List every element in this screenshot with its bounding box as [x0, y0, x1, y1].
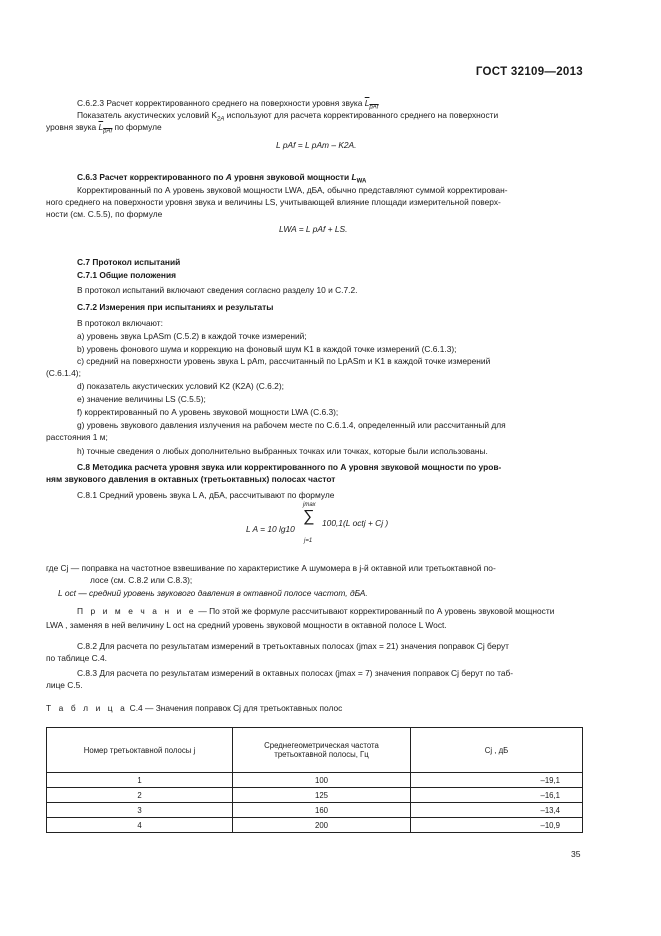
c623-text: С.6.2.3 Расчет корректированного среднего на поверхности уровня звука — [77, 98, 365, 108]
c8-heading-line1: С.8 Методика расчета уровня звука или корректированного по А уровня звуковой мощности по уров- — [77, 462, 502, 472]
c82-line2: по таблице С.4. — [46, 653, 107, 663]
c623-line1 — [77, 98, 378, 109]
col-header-band: Номер третьоктавной полосы j — [47, 728, 233, 773]
c72-intro: В протокол включают: — [77, 318, 163, 328]
list-item: b) уровень фонового шума и коррекцию на фоновый шум K1 в каждой точке измерений (С.6.1.3); — [77, 344, 457, 354]
table-cell: 125 — [233, 788, 411, 803]
col-header-cj: Cj , дБ — [411, 728, 583, 773]
list-item: а) уровень звука LpASm (С.5.2) в каждой точке измерений; — [77, 331, 307, 341]
lpaf-symbol: $L_{pAf}$ — [364, 98, 379, 111]
table-cell: 160 — [233, 803, 411, 818]
table-cell: –16,1 — [411, 788, 583, 803]
table-cell: 200 — [233, 818, 411, 833]
formula-sum-top: jmax — [303, 502, 316, 508]
table-row — [47, 803, 583, 818]
table-cell: 3 — [47, 803, 233, 818]
note-line2: LWA , заменяя в ней величину L oct на средний уровень звуковой мощности в октавной полосе L Woct. — [46, 620, 447, 630]
c82-line1: С.8.2 Для расчета по результатам измерений в третьоктавных полосах (jmax = 21) значения поправок Cj берут — [77, 641, 509, 651]
table-c4 — [46, 727, 583, 833]
table-cell: 1 — [47, 773, 233, 788]
list-item: d) показатель акустических условий K2 (K2A) (С.6.2); — [77, 381, 284, 391]
table-header-row — [47, 728, 583, 773]
standard-header: ГОСТ 32109—2013 — [475, 66, 583, 78]
list-item: е) значение величины LS (С.5.5); — [77, 394, 206, 404]
table-cell: –10,9 — [411, 818, 583, 833]
formula-lpaf: L pAf = L pAm – K2A. — [276, 140, 357, 150]
formula-la-right: 100,1(L octj + Cj ) — [322, 518, 389, 528]
table-cell: 100 — [233, 773, 411, 788]
c63-p2: ного среднего на поверхности уровня звука и величины LS, учитывающей влияние площади измерительной поверх- — [46, 197, 501, 207]
table-row — [47, 818, 583, 833]
list-item: h) точные сведения о любых дополнительно выбранных точках или точках, которые были использованы. — [77, 446, 488, 456]
c81-text: С.8.1 Средний уровень звука L A, дБА, рассчитывают по формуле — [77, 490, 335, 500]
sum-sign: ∑ — [303, 508, 315, 525]
where-loct: L oct — средний уровень звукового давления в октавной полосе частот, дБА. — [58, 588, 368, 598]
c63-p1: Корректированный по А уровень звуковой мощности LWA, дБА, обычно представляют суммой корректирован- — [77, 185, 508, 195]
c623-line3: уровня звука $L_{pAf}$ по формуле — [46, 122, 162, 135]
list-item: (С.6.1.4); — [46, 368, 81, 378]
table-cell: 4 — [47, 818, 233, 833]
list-item: g) уровень звукового давления излучения на рабочем месте по С.6.1.4, определенный или рассчитанный для — [77, 420, 506, 430]
c83-line1: С.8.3 Для расчета по результатам измерений в октавных полосах (jmax = 7) значения поправок Cj берут по таб- — [77, 668, 514, 678]
c63-p3: ности (см. С.5.5), по формуле — [46, 209, 163, 219]
table-cell: –19,1 — [411, 773, 583, 788]
table-row — [47, 773, 583, 788]
table-cell: –13,4 — [411, 803, 583, 818]
formula-la-left: L A = 10 lg10 — [246, 524, 295, 534]
formula-lwa: LWA = L pAf + LS. — [279, 224, 348, 234]
table-caption: Т а б л и ц а С.4 — Значения поправок Cj для третьоктавных полос — [46, 703, 343, 713]
where-cj: где Cj — поправка на частотное взвешивание по характеристике А шумомера в j-й октавной или третьоктавной по- — [46, 563, 496, 573]
formula-sum-bottom: j=1 — [304, 538, 313, 544]
where-cj-cont: лосе (см. С.8.2 или С.8.3); — [90, 575, 193, 585]
table-cell: 2 — [47, 788, 233, 803]
c71-text: В протокол испытаний включают сведения согласно разделу 10 и С.7.2. — [77, 285, 358, 295]
page-number: 35 — [571, 849, 581, 859]
c623-line2: Показатель акустических условий $K_{2A}$ используют для расчета корректированного среднего на поверхности — [77, 110, 499, 123]
table-row — [47, 788, 583, 803]
c7-heading: С.7 Протокол испытаний — [77, 257, 181, 267]
note-line1: П р и м е ч а н и е — По этой же формуле рассчитывают корректированный по А уровень звуковой мощности — [77, 606, 555, 616]
list-item: расстояния 1 м; — [46, 432, 108, 442]
c8-heading-line2: ням звукового давления в октавных (третьоктавных) полосах частот — [46, 474, 336, 484]
c63-heading: С.6.3 Расчет корректированного по А уровня звуковой мощности $L_{WA}$ — [77, 172, 367, 185]
c83-line2: лице С.5. — [46, 680, 83, 690]
col-header-frequency: Среднегеометрическая частота третьоктавной полосы, Гц — [233, 728, 411, 773]
list-item: f) корректированный по А уровень звуковой мощности LWA (С.6.3); — [77, 407, 339, 417]
list-item: с) средний на поверхности уровень звука L pAm, рассчитанный по LpASm и K1 в каждой точке измерений — [77, 356, 491, 366]
c72-heading: С.7.2 Измерения при испытаниях и результаты — [77, 302, 274, 312]
c71-heading: С.7.1 Общие положения — [77, 270, 176, 280]
